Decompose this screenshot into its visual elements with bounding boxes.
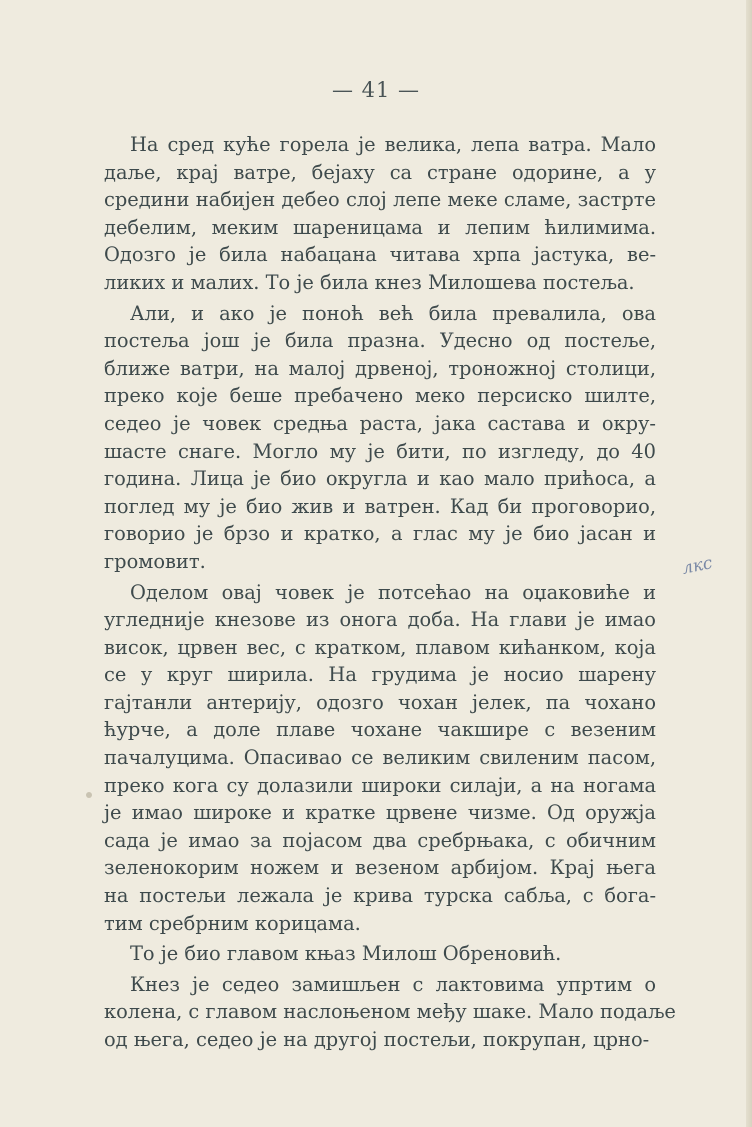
text-line: година. Лица је био округла и као мало прићоса, а (104, 467, 656, 491)
text-line: ћурче, а доле плаве чохане чакшире с везеним (104, 718, 656, 742)
text-line: је имао широке и кратке црвене чизме. Од оружја (104, 801, 656, 825)
text-line: колена, с главом наслоњеном међу шаке. Мало подаље (104, 1000, 676, 1024)
text-line: То је био главом књаз Милош Обреновић. (130, 942, 562, 966)
text-line: висок, црвен вес, с кратком, плавом кићанком, која (104, 635, 656, 659)
paper-spot (86, 792, 92, 798)
text-line: од њега, седео је на другој постељи, покрупан, црно- (104, 1028, 650, 1051)
text-line: средини набијен дебео слој лепе меке сламе, застрте (104, 188, 656, 212)
text-line: шасте снаге. Могло му је бити, по изгледу, до 40 (104, 439, 656, 463)
handwritten-margin-note: лкс (680, 553, 715, 579)
page-edge (746, 0, 752, 1127)
text-line: седео је човек средња раста, јака састава и окру- (104, 411, 656, 435)
text-line: Кнез је седео замишљен с лактовима упртим о (130, 972, 656, 996)
text-line: ближе ватри, на малој дрвеној, троножној столици, (104, 356, 656, 380)
text-line: Али, и ако је поноћ већ била превалила, ова (130, 301, 656, 325)
text-line: преко кога су долазили широки силаји, а на ногама (104, 773, 656, 797)
text-line: сада је имао за појасом два сребрњака, с обичним (104, 828, 656, 852)
text-line: Одозго је била набацана читава хрпа јастука, ве- (104, 243, 656, 267)
text-line: Оделом овај човек је потсећао на оџаковиће и (130, 580, 656, 604)
body-text (104, 131, 676, 1054)
paragraph (104, 940, 656, 968)
text-line: На сред куће горела је велика, лепа ватра. Мало (130, 133, 656, 156)
text-line: на постељи лежала је крива турска сабља, с бога- (104, 884, 656, 908)
text-line: дебелим, меким шареницама и лепим ћилимима. (104, 215, 656, 239)
text-line: се у круг ширила. На грудима је носио шарену (104, 663, 656, 687)
paragraph (104, 131, 656, 297)
text-line: ликих и малих. То је била кнез Милошева постеља. (104, 270, 635, 294)
text-line: гајтанли антерију, одозго чохан јелек, па чохано (104, 690, 656, 714)
text-line: говорио је брзо и кратко, а глас му је био јасан и (104, 522, 656, 546)
text-line: постеља још је била празна. Удесно од постеље, (104, 329, 656, 353)
paragraph (104, 971, 676, 1054)
text-line: даље, крај ватре, бејаху са стране одорине, а у (104, 160, 656, 184)
text-line: зеленокорим ножем и везеном арбијом. Крај њега (104, 856, 656, 880)
text-line: пачалуцима. Опасивао се великим свиленим пасом, (104, 746, 656, 770)
text-line: преко које беше пребачено меко персиско шилте, (104, 384, 656, 408)
text-line: громовит. (104, 549, 206, 573)
paragraph (104, 300, 656, 576)
text-line: поглед му је био жив и ватрен. Кад би проговорио, (104, 494, 656, 518)
text-line: тим сребрним корицама. (104, 911, 361, 935)
text-line: угледније кнезове из онога доба. На глави је имао (104, 608, 656, 632)
paragraph (104, 579, 656, 938)
page-number: — 41 — (331, 78, 421, 102)
